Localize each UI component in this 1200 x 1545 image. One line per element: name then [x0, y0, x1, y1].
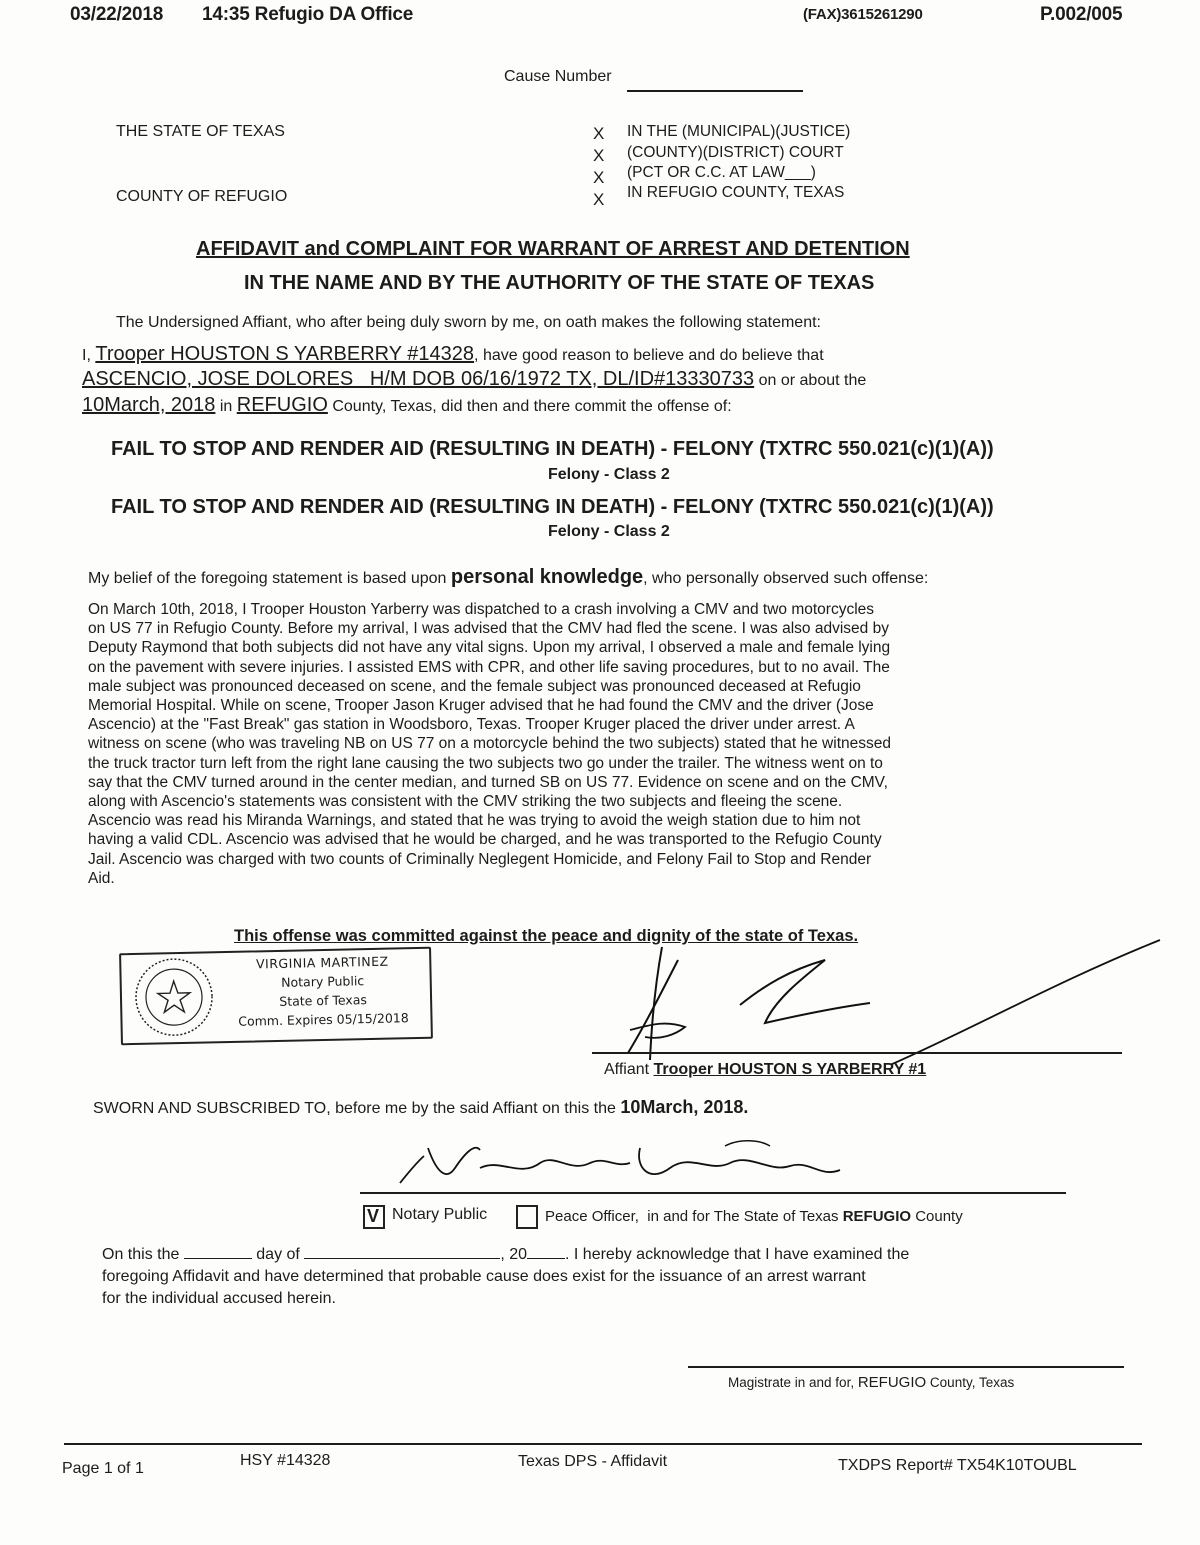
notary-public-label: Notary Public — [392, 1206, 488, 1223]
statement-i: I, — [82, 347, 91, 364]
magistrate-year-blank[interactable] — [527, 1258, 565, 1259]
footer-rule — [64, 1443, 1142, 1445]
magistrate-on-this-the: On this the — [102, 1246, 180, 1263]
narrative — [88, 600, 1078, 888]
statement-line-1 — [82, 343, 824, 366]
magistrate-caption — [728, 1374, 1014, 1391]
magistrate-signature-line — [688, 1366, 1124, 1368]
affiant-caption-prefix: Affiant — [604, 1061, 654, 1078]
magistrate-line-3: for the individual accused herein. — [102, 1290, 336, 1307]
magistrate-caption-suffix: County, Texas — [926, 1375, 1015, 1390]
document-subtitle: IN THE NAME AND BY THE AUTHORITY OF THE STATE OF TEXAS — [244, 272, 875, 294]
magistrate-day-blank[interactable] — [184, 1258, 252, 1259]
offense-class: Felony - Class 2 — [548, 523, 670, 540]
statement-commit: County, Texas, did then and there commit the offense of: — [327, 398, 732, 415]
statement-line-3 — [82, 394, 732, 417]
magistrate-caption-prefix: Magistrate in and for, — [728, 1375, 858, 1390]
peace-officer-county-suffix: County — [911, 1208, 963, 1225]
notary-signature-line — [360, 1192, 1066, 1194]
offense-name: FAIL TO STOP AND RENDER AID (RESULTING IN DEATH) - FELONY (TXTRC 550.021(c)(1)(A)) — [111, 496, 994, 518]
narrative-line: Memorial Hospital. While on scene, Trooper Jason Kruger advised that he had found the CMV and the driver (Jose — [88, 697, 874, 715]
offense-name: FAIL TO STOP AND RENDER AID (RESULTING IN DEATH) - FELONY (TXTRC 550.021(c)(1)(A)) — [111, 438, 994, 460]
narrative-line: on US 77 in Refugio County. Before my arrival, I was advised that the CMV had fled the scene. I was also advised by — [88, 620, 889, 638]
affiant-name: Trooper HOUSTON S YARBERRY #14328 — [95, 343, 475, 365]
sworn-date: 10March, 2018. — [620, 1097, 749, 1117]
magistrate-acknowledge: . I hereby acknowledge that I have examined the — [565, 1246, 910, 1263]
caption-x-mark: X — [593, 168, 605, 187]
fax-time-office: 14:35 Refugio DA Office — [202, 4, 414, 25]
narrative-line: say that the CMV turned around in the center median, and turned SB on US 77. Evidence on scene and on the CMV, — [88, 773, 888, 791]
caption-county: COUNTY OF REFUGIO — [116, 188, 288, 205]
notary-stamp-name: VIRGINIA MARTINEZ — [255, 953, 389, 972]
fax-date: 03/22/2018 — [70, 4, 164, 25]
narrative-line: Aid. — [88, 869, 115, 887]
affiant-caption-name: Trooper HOUSTON S YARBERRY #1 — [653, 1061, 927, 1078]
fax-page: P.002/005 — [1040, 4, 1123, 25]
affiant-caption — [604, 1061, 926, 1079]
narrative-line: along with Ascencio's statements was consistent with the CMV striking the two subjects and fleeing the scene. — [88, 793, 843, 811]
affiant-signature — [590, 935, 1170, 1065]
caption-x-mark: X — [593, 124, 605, 143]
accused-identity: ASCENCIO, JOSE DOLORES H/M DOB 06/16/1972 TX, DL/ID#13330733 — [82, 368, 755, 390]
magistrate-caption-county: REFUGIO — [857, 1374, 927, 1391]
footer-doc: Texas DPS - Affidavit — [518, 1453, 668, 1470]
fax-number: (FAX)3615261290 — [803, 6, 923, 23]
affiant-signature-line — [592, 1052, 1122, 1054]
narrative-line: On March 10th, 2018, I Trooper Houston Yarberry was dispatched to a crash involving a CMV and two motorcycles — [88, 601, 875, 618]
offense-county: REFUGIO — [236, 394, 328, 416]
court-line: (PCT OR C.C. AT LAW___) — [627, 164, 816, 181]
offense-class: Felony - Class 2 — [548, 466, 670, 483]
sworn-text: SWORN AND SUBSCRIBED TO, before me by the said Affiant on this the — [93, 1100, 616, 1117]
statement-in: in — [215, 398, 237, 415]
sworn-statement — [93, 1097, 748, 1118]
peace-officer-label — [545, 1208, 963, 1225]
notary-stamp — [119, 947, 433, 1046]
magistrate-line-1 — [102, 1246, 909, 1264]
peace-officer-county: REFUGIO — [842, 1208, 912, 1225]
notary-checkmark: V — [367, 1206, 380, 1226]
intro-statement: The Undersigned Affiant, who after being duly sworn by me, on oath makes the following statement: — [116, 314, 821, 331]
caption-state: THE STATE OF TEXAS — [116, 123, 285, 140]
belief-basis — [88, 566, 928, 589]
court-line: IN REFUGIO COUNTY, TEXAS — [627, 184, 845, 201]
narrative-line: the truck tractor turn left from the right lane causing the two subjects two go under the trailer. The witness went on to — [88, 754, 883, 772]
notary-stamp-state: State of Texas — [279, 992, 368, 1009]
peace-officer-checkbox[interactable] — [516, 1205, 538, 1229]
narrative-line: Jail. Ascencio was charged with two counts of Criminally Neglegent Homicide, and Felony Fail to Stop and Render — [88, 850, 872, 868]
cause-number-line — [627, 90, 803, 92]
statement-belief: , have good reason to believe and do believe that — [474, 347, 824, 364]
magistrate-day-of: day of — [256, 1246, 300, 1263]
caption-x-mark: X — [593, 146, 605, 165]
belief-basis-type: personal knowledge — [450, 566, 644, 588]
peace-officer-text: Peace Officer, in and for The State of Texas — [545, 1208, 843, 1225]
narrative-line: having a valid CDL. Ascencio was advised that he would be charged, and he was transported to the Refugio County — [88, 831, 882, 849]
caption-x-mark: X — [593, 190, 605, 209]
narrative-line: witness on scene (who was traveling NB on US 77 on a motorcycle behind the two subjects) stated that he witnessed — [88, 735, 891, 753]
magistrate-year-prefix: , 20 — [500, 1246, 528, 1263]
peace-dignity-clause: This offense was committed against the peace and dignity of the state of Texas. — [234, 927, 859, 945]
narrative-line: male subject was pronounced deceased on scene, and the female subject was pronounced deceased at Refugio — [88, 677, 861, 695]
narrative-line: on the pavement with severe injuries. I assisted EMS with CPR, and other life saving procedures, but to no avail. The — [88, 658, 890, 676]
notary-signature — [380, 1128, 900, 1208]
narrative-line: Ascencio was read his Miranda Warnings, and stated that he was trying to avoid the weigh station due to him not — [88, 812, 861, 830]
belief-suffix: , who personally observed such offense: — [643, 570, 929, 587]
footer-report: TXDPS Report# TX54K10TOUBL — [838, 1457, 1077, 1474]
belief-prefix: My belief of the foregoing statement is based upon — [88, 570, 451, 587]
footer-badge: HSY #14328 — [240, 1452, 331, 1469]
offense-date: 10March, 2018 — [82, 394, 216, 416]
court-line: (COUNTY)(DISTRICT) COURT — [627, 144, 844, 161]
notary-stamp-expires: Comm. Expires 05/15/2018 — [238, 1010, 409, 1029]
court-line: IN THE (MUNICIPAL)(JUSTICE) — [627, 123, 851, 140]
statement-line-2 — [82, 368, 866, 391]
cause-number-label: Cause Number — [504, 68, 612, 85]
notary-stamp-title: Notary Public — [281, 973, 365, 990]
notary-seal-icon — [125, 953, 223, 1041]
statement-on-or-about: on or about the — [754, 372, 867, 389]
magistrate-month-blank[interactable] — [304, 1258, 500, 1259]
document-title: AFFIDAVIT and COMPLAINT FOR WARRANT OF ARREST AND DETENTION — [196, 238, 910, 260]
narrative-line: Ascencio) at the "Fast Break" gas station in Woodsboro, Texas. Trooper Kruger placed the driver under arrest. A — [88, 716, 855, 734]
narrative-line: Deputy Raymond that both subjects did not have any vital signs. Upon my arrival, I observed a male and female lying — [88, 639, 891, 657]
magistrate-line-2: foregoing Affidavit and have determined that probable cause does exist for the issuance of an arrest warrant — [102, 1268, 866, 1285]
footer-page: Page 1 of 1 — [62, 1460, 144, 1477]
notary-public-checkbox[interactable] — [363, 1205, 385, 1229]
